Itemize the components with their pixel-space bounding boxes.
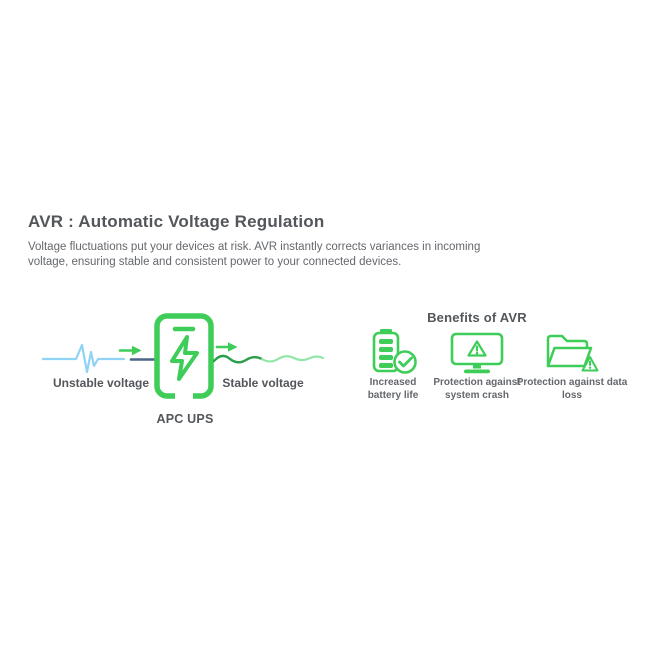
- page-title: AVR : Automatic Voltage Regulation: [28, 212, 325, 231]
- folder-warning-icon: [543, 328, 601, 374]
- benefits-heading: Benefits of AVR: [427, 310, 527, 325]
- battery-check-icon: [367, 328, 419, 374]
- stable-wave-icon: [213, 349, 325, 369]
- lightning-bolt-icon: [172, 337, 197, 379]
- monitor-warning-icon: [449, 332, 505, 374]
- apc-ups-label: APC UPS: [156, 412, 214, 426]
- unstable-voltage-label: Unstable voltage: [52, 376, 150, 390]
- benefit-label: Protection against system crash: [433, 377, 521, 401]
- benefit-label: Increased battery life: [367, 377, 419, 401]
- unstable-wave-icon: [42, 342, 126, 376]
- benefit-label: Protection against data loss: [516, 377, 628, 401]
- stable-voltage-label: Stable voltage: [222, 376, 304, 390]
- benefit-data-loss: [516, 328, 628, 403]
- description-text: Voltage fluctuations put your devices at risk. AVR instantly corrects variances in incoming voltage, ensuring stable and consistent power to your connected devices.: [28, 241, 481, 268]
